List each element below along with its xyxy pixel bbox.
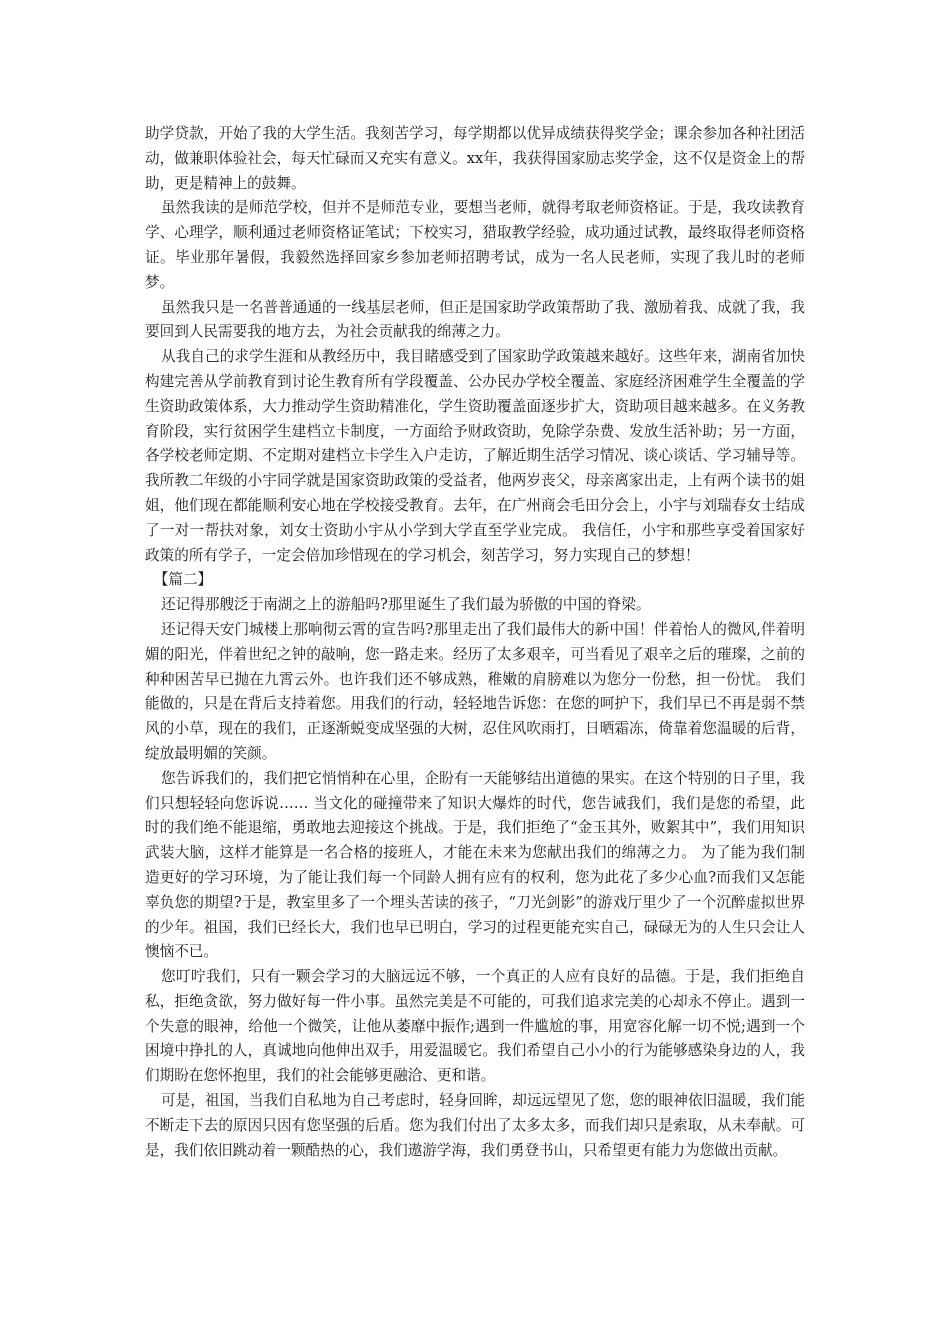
paragraph: 还记得那艘泛于南湖之上的游船吗?那里诞生了我们最为骄傲的中国的脊梁。 [161,596,651,614]
paragraph: 还记得天安门城楼上那响彻云霄的宣告吗?那里走出了我们最伟大的新中国！伴着怡人的微风,伴着明媚的阳光，伴着世纪之钟的敲响，您一路走来。经历了太多艰辛，可当看见了艰辛之后的璀璨，之前的种种困苦早已抛在九霄云外。也许我们还不够成熟，稚嫩的肩膀难以为您分一份愁，担一份忧。 我们能做的，只是在背后支持着您。用我们的行动，轻轻地告诉您：在您的呵护下，我们早已不再是弱不禁风的小草，现在的我们，正逐渐蜕变成坚强的大树，忍住风吹雨打，日晒霜冻，倚靠着您温暖的后背，绽放最明媚的笑颜。 [145,620,805,762]
paragraph: 可是，祖国，当我们自私地为自己考虑时，轻身回眸，却远远望见了您，您的眼神依旧温暖，我们能不断走下去的原因只因有您坚强的后盾。您为我们付出了太多太多，而我们却只是索取，从未奉献。可是，我们依旧跳动着一颗酷热的心，我们遨游学海，我们勇登书山，只希望更有能力为您做出贡献。 [145,1092,805,1159]
paragraph: 您叮咛我们，只有一颗会学习的大脑远远不够，一个真正的人应有良好的品德。于是，我们拒绝自私，拒绝贪欲，努力做好每一件小事。虽然完美是不可能的，可我们追求完美的心却永不停止。遇到一个失意的眼神，给他一个微笑，让他从萎靡中振作;遇到一件尴尬的事，用宽容化解一切不悦;遇到一个困境中挣扎的人，真诚地向他伸出双手，用爱温暖它。我们希望自己小小的行为能够感染身边的人，我们期盼在您怀抱里，我们的社会能够更融洽、更和谐。 [145,968,805,1085]
document-body [145,122,805,1163]
paragraph: 从我自己的求学生涯和从教经历中，我目睹感受到了国家助学政策越来越好。这些年来，湖南省加快构建完善从学前教育到讨论生教育所有学段覆盖、公办民办学校全覆盖、家庭经济困难学生全覆盖的学生资助政策体系，大力推动学生资助精准化，学生资助覆盖面逐步扩大，资助项目越来越多。在义务教育阶段，实行贫困学生建档立卡制度，一方面给予财政资助，免除学杂费、发放生活补助；另一方面，各学校老师定期、不定期对建档立卡学生入户走访，了解近期生活学习情况、谈心谈话、学习辅导等。 我所教二年级的小宇同学就是国家资助政策的受益者，他两岁丧父，母亲离家出走，上有两个读书的姐姐，他们现在都能顺利安心地在学校接受教育。去年，在广州商会毛田分会上，小宇与刘瑞春女士结成了一对一帮扶对象，刘女士资助小宇从小学到大学直至学业完成。 我信任，小宇和那些享受着国家好政策的所有学子，一定会倍加珍惜现在的学习机会，刻苦学习，努力实现自己的梦想！ [145,348,805,564]
paragraph: 虽然我只是一名普普通通的一线基层老师，但正是国家助学政策帮助了我、激励着我、成就了我，我要回到人民需要我的地方去，为社会贡献我的绵薄之力。 [145,298,805,341]
paragraph: 虽然我读的是师范学校，但并不是师范专业，要想当老师，就得考取老师资格证。于是，我攻读教育学、心理学，顺利通过老师资格证笔试；下校实习，猎取教学经验，成功通过试教，最终取得老师资格证。毕业那年暑假，我毅然选择回家乡参加老师招聘考试，成为一名人民老师，实现了我儿时的老师梦。 [145,199,805,291]
section-heading: 【篇二】 [153,571,213,589]
paragraph: 您告诉我们的，我们把它悄悄种在心里，企盼有一天能够结出道德的果实。在这个特别的日子里，我们只想轻轻向您诉说…… 当文化的碰撞带来了知识大爆炸的时代，您告诫我们，我们是您的希望，此时的我们绝不能退缩，勇敢地去迎接这个挑战。于是，我们拒绝了“金玉其外，败絮其中”，我们用知识武装大脑，这样才能算是一名合格的接班人，才能在未来为您献出我们的绵薄之力。 为了能为我们制造更好的学习环境，为了能让我们每一个同龄人拥有应有的权利，您为此花了多少心血?而我们又怎能辜负您的期望?于是，教室里多了一个埋头苦读的孩子，“刀光剑影”的游戏厅里少了一个沉醉虚拟世界的少年。祖国，我们已经长大，我们也早已明白，学习的过程更能充实自己，碌碌无为的人生只会让人懊恼不已。 [145,769,805,961]
paragraph: 助学贷款，开始了我的大学生活。我刻苦学习，每学期都以优异成绩获得奖学金；课余参加各种社团活动，做兼职体验社会，每天忙碌而又充实有意义。xx年，我获得国家励志奖学金，这不仅是资金上的帮助，更是精神上的鼓舞。 [145,125,805,192]
